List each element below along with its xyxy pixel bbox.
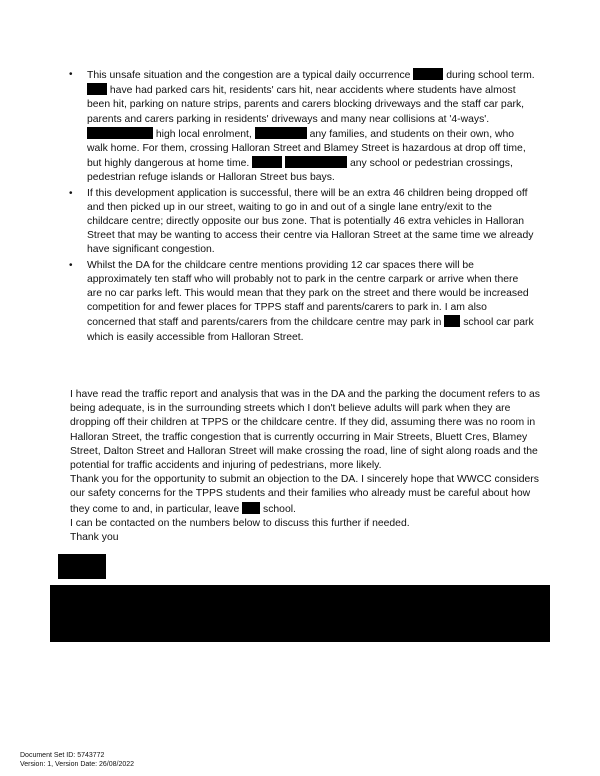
- bullet-text: school car park which is easily accessible from Halloran Street.: [87, 317, 534, 343]
- version-info: Version: 1, Version Date: 26/08/2022: [20, 761, 135, 768]
- redaction-box: [252, 156, 282, 168]
- contact-paragraph: I can be contacted on the numbers below to discuss this further if needed.: [70, 517, 410, 529]
- bullet-text: any families, and students on their own, who walk home. For them, crossing Halloran Street and Blamey Street is hazardous at drop off time, but highly dangerous at home time.: [87, 128, 526, 170]
- list-item: [69, 68, 536, 186]
- bullet-text: If this development application is successful, there will be an extra 46 children being dropped off and then picked up in our street, waiting to go in and out of a single lane entry/exit to the childcare centre; directly opposite our bus zone. That is potentially 46 extra vehicles in Halloran Street that may be wanting to access their centre via Halloran Street at the same time we already have significant congestion.: [87, 187, 534, 256]
- redaction-box: [87, 127, 153, 139]
- list-item: [69, 187, 536, 258]
- bullet-text: have had parked cars hit, residents' cars hit, near accidents where students have almost been hit, parking on nature strips, parents and carers blocking driveways and the staff car park, parents and carers parking in residents' driveways and many near collisions at '4-ways'.: [87, 85, 525, 125]
- closing-line: Thank you: [70, 532, 119, 544]
- concerns-list: [69, 68, 536, 346]
- redaction-box: [87, 83, 107, 95]
- bullet-icon: •: [69, 187, 73, 199]
- list-item: [69, 259, 536, 345]
- contact-details-redaction: [50, 585, 550, 642]
- signature-redaction: [58, 554, 106, 579]
- bullet-text: high local enrolment,: [155, 128, 252, 140]
- bullet-text: any school or pedestrian crossings, pedestrian refuge islands or Halloran Street bus bays.: [87, 158, 513, 184]
- bullet-icon: •: [69, 259, 73, 271]
- redaction-box: [242, 502, 260, 514]
- thanks-text-end: school.: [263, 503, 296, 515]
- redaction-box: [413, 68, 443, 80]
- traffic-paragraph: I have read the traffic report and analysis that was in the DA and the parking the document refers to as being adequate, is in the surrounding streets which I don't believe adults will park when they are dropping off their children at TPPS or the childcare centre. If they did, assuming there was no room in Halloran Street, the traffic congestion that is currently occurring in Mair Streets, Bluett Cres, Blamey Street, Dalton Street and Halloran Street will make crossing the road, line of sight along roads and the potential for traffic accidents and injuring of pedestrians, more likely.: [70, 389, 540, 472]
- bullet-icon: •: [69, 69, 73, 80]
- document-set-id: Document Set ID: 5743772: [20, 752, 105, 759]
- redaction-box: [444, 315, 460, 327]
- bullet-text: This unsafe situation and the congestion are a typical daily occurrence: [87, 70, 411, 81]
- bullet-text: during school term.: [446, 70, 535, 81]
- thanks-text: Thank you for the opportunity to submit an objection to the DA. I sincerely hope that WWCC considers our safety concerns for the TPPS students and their families who already must be careful about how they come to and, in particular, leave: [70, 474, 539, 515]
- redaction-box: [255, 127, 307, 139]
- document-footer: [20, 751, 134, 769]
- letter-body: [70, 388, 540, 545]
- redaction-box: [285, 156, 347, 168]
- bullet-text: Whilst the DA for the childcare centre mentions providing 12 car spaces there will be approximately ten staff who will probably not to park in the centre carpark or arrive when there are no car parks left. This would mean that they park on the street and there would be increased competition for and fewer places for TPPS staff and parents/carers to park in. I am also concerned that staff and parents/carers from the childcare centre may park in: [87, 259, 529, 329]
- thanks-paragraph: [70, 473, 540, 517]
